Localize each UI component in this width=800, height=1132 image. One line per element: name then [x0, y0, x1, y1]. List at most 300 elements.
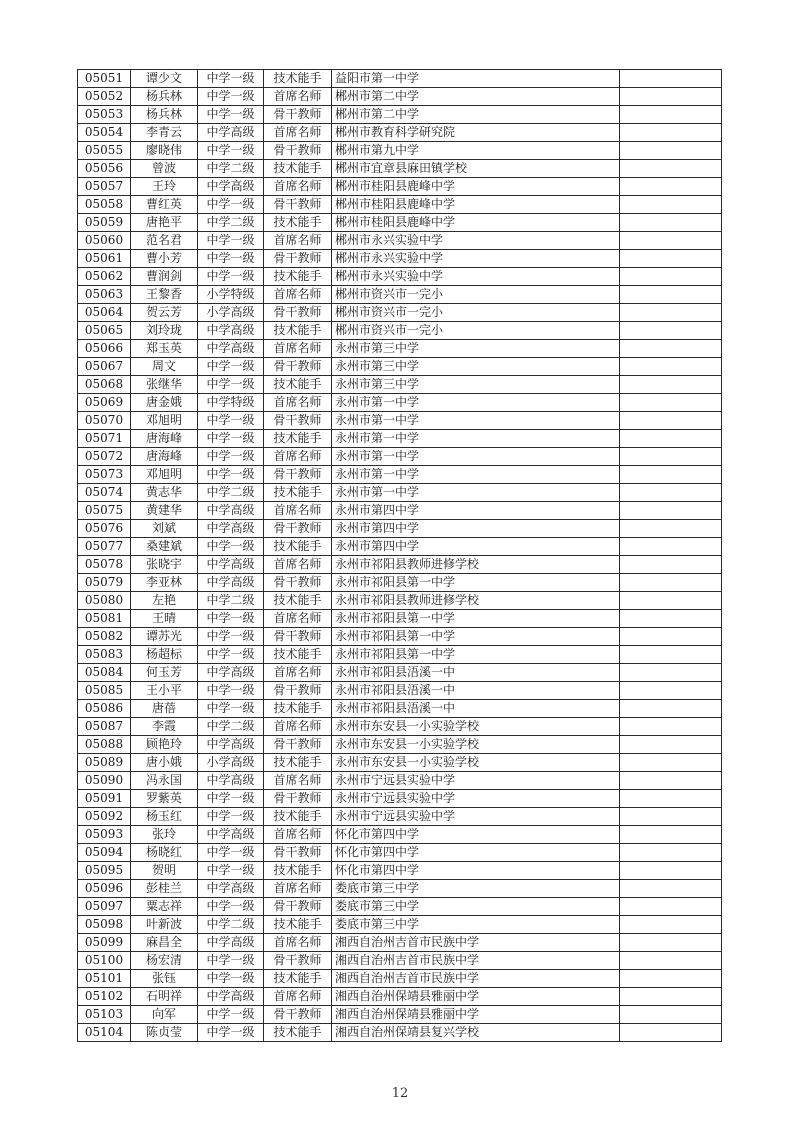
table-row [78, 520, 722, 538]
cell-note [620, 484, 722, 502]
cell-id: 05073 [78, 466, 131, 484]
cell-category: 骨干教师 [264, 628, 332, 646]
cell-category: 首席名师 [264, 232, 332, 250]
cell-name: 周文 [131, 358, 198, 376]
cell-id: 05056 [78, 160, 131, 178]
cell-note [620, 556, 722, 574]
table-row [78, 106, 722, 124]
cell-title: 中学二级 [198, 592, 264, 610]
cell-note [620, 376, 722, 394]
cell-name: 陈贞莹 [131, 1024, 198, 1042]
cell-id: 05102 [78, 988, 131, 1006]
cell-id: 05104 [78, 1024, 131, 1042]
cell-title: 中学一级 [198, 808, 264, 826]
cell-unit: 娄底市第三中学 [332, 916, 620, 934]
cell-name: 曹润剑 [131, 268, 198, 286]
cell-category: 骨干教师 [264, 358, 332, 376]
cell-id: 05081 [78, 610, 131, 628]
cell-unit: 郴州市桂阳县鹿峰中学 [332, 196, 620, 214]
cell-id: 05060 [78, 232, 131, 250]
cell-id: 05098 [78, 916, 131, 934]
cell-title: 中学二级 [198, 916, 264, 934]
cell-unit: 永州市宁远县实验中学 [332, 790, 620, 808]
cell-note [620, 178, 722, 196]
cell-category: 首席名师 [264, 988, 332, 1006]
cell-unit: 永州市第一中学 [332, 412, 620, 430]
cell-unit: 娄底市第三中学 [332, 880, 620, 898]
cell-unit: 郴州市资兴市一完小 [332, 322, 620, 340]
cell-id: 05088 [78, 736, 131, 754]
cell-category: 骨干教师 [264, 952, 332, 970]
cell-name: 杨兵林 [131, 106, 198, 124]
cell-note [620, 952, 722, 970]
cell-category: 首席名师 [264, 88, 332, 106]
table-row [78, 70, 722, 88]
table-row [78, 628, 722, 646]
cell-title: 中学一级 [198, 970, 264, 988]
cell-id: 05099 [78, 934, 131, 952]
cell-category: 骨干教师 [264, 790, 332, 808]
cell-category: 骨干教师 [264, 304, 332, 322]
cell-unit: 湘西自治州保靖县雅丽中学 [332, 988, 620, 1006]
cell-note [620, 196, 722, 214]
cell-note [620, 826, 722, 844]
cell-title: 中学高级 [198, 322, 264, 340]
cell-unit: 永州市第三中学 [332, 358, 620, 376]
cell-unit: 湘西自治州保靖县复兴学校 [332, 1024, 620, 1042]
table-row [78, 250, 722, 268]
cell-name: 曹小芳 [131, 250, 198, 268]
cell-id: 05066 [78, 340, 131, 358]
cell-title: 中学一级 [198, 682, 264, 700]
table-row [78, 502, 722, 520]
table-row [78, 484, 722, 502]
cell-name: 曹红英 [131, 196, 198, 214]
cell-note [620, 88, 722, 106]
cell-unit: 永州市祁阳县浯溪一中 [332, 700, 620, 718]
cell-id: 05089 [78, 754, 131, 772]
cell-name: 王小平 [131, 682, 198, 700]
cell-note [620, 358, 722, 376]
cell-note [620, 898, 722, 916]
cell-note [620, 736, 722, 754]
cell-category: 首席名师 [264, 610, 332, 628]
cell-unit: 永州市第一中学 [332, 394, 620, 412]
table-row [78, 952, 722, 970]
table-row [78, 232, 722, 250]
cell-note [620, 394, 722, 412]
cell-name: 杨宏清 [131, 952, 198, 970]
table-row [78, 916, 722, 934]
cell-note [620, 646, 722, 664]
cell-category: 技术能手 [264, 214, 332, 232]
cell-unit: 湘西自治州吉首市民族中学 [332, 934, 620, 952]
cell-title: 中学一级 [198, 466, 264, 484]
cell-unit: 永州市祁阳县第一中学 [332, 628, 620, 646]
cell-category: 骨干教师 [264, 250, 332, 268]
cell-id: 05094 [78, 844, 131, 862]
cell-category: 技术能手 [264, 484, 332, 502]
table-row [78, 826, 722, 844]
table-row [78, 412, 722, 430]
cell-unit: 永州市第三中学 [332, 376, 620, 394]
table-row [78, 214, 722, 232]
cell-id: 05082 [78, 628, 131, 646]
table-row [78, 556, 722, 574]
cell-note [620, 286, 722, 304]
cell-title: 中学一级 [198, 646, 264, 664]
cell-id: 05075 [78, 502, 131, 520]
cell-title: 中学一级 [198, 250, 264, 268]
cell-unit: 永州市第三中学 [332, 340, 620, 358]
cell-unit: 永州市祁阳县第一中学 [332, 610, 620, 628]
cell-id: 05061 [78, 250, 131, 268]
cell-unit: 郴州市资兴市一完小 [332, 304, 620, 322]
table-row [78, 970, 722, 988]
cell-name: 李青云 [131, 124, 198, 142]
cell-category: 骨干教师 [264, 844, 332, 862]
cell-title: 中学一级 [198, 790, 264, 808]
cell-name: 贺明 [131, 862, 198, 880]
cell-note [620, 214, 722, 232]
cell-category: 骨干教师 [264, 412, 332, 430]
cell-title: 中学一级 [198, 268, 264, 286]
cell-note [620, 106, 722, 124]
cell-category: 技术能手 [264, 376, 332, 394]
cell-unit: 湘西自治州吉首市民族中学 [332, 970, 620, 988]
cell-unit: 永州市祁阳县浯溪一中 [332, 664, 620, 682]
cell-name: 罗紫英 [131, 790, 198, 808]
cell-note [620, 142, 722, 160]
cell-id: 05059 [78, 214, 131, 232]
cell-id: 05057 [78, 178, 131, 196]
cell-title: 中学一级 [198, 700, 264, 718]
table-row [78, 124, 722, 142]
cell-category: 首席名师 [264, 448, 332, 466]
cell-note [620, 538, 722, 556]
cell-unit: 怀化市第四中学 [332, 862, 620, 880]
cell-name: 王黎香 [131, 286, 198, 304]
cell-id: 05074 [78, 484, 131, 502]
cell-id: 05086 [78, 700, 131, 718]
cell-category: 首席名师 [264, 286, 332, 304]
cell-unit: 怀化市第四中学 [332, 826, 620, 844]
cell-title: 中学一级 [198, 106, 264, 124]
cell-note [620, 574, 722, 592]
cell-title: 中学一级 [198, 952, 264, 970]
cell-category: 技术能手 [264, 862, 332, 880]
cell-title: 中学高级 [198, 340, 264, 358]
table-row [78, 736, 722, 754]
cell-id: 05054 [78, 124, 131, 142]
cell-name: 叶新波 [131, 916, 198, 934]
cell-title: 中学一级 [198, 448, 264, 466]
table-row [78, 178, 722, 196]
cell-category: 首席名师 [264, 178, 332, 196]
cell-name: 粟志祥 [131, 898, 198, 916]
cell-name: 杨玉红 [131, 808, 198, 826]
cell-id: 05100 [78, 952, 131, 970]
table-row [78, 592, 722, 610]
cell-note [620, 700, 722, 718]
cell-title: 中学高级 [198, 502, 264, 520]
cell-note [620, 322, 722, 340]
cell-name: 曾波 [131, 160, 198, 178]
table-row [78, 160, 722, 178]
cell-name: 顾艳玲 [131, 736, 198, 754]
cell-category: 骨干教师 [264, 142, 332, 160]
table-body [78, 70, 722, 1042]
cell-id: 05079 [78, 574, 131, 592]
cell-title: 中学高级 [198, 556, 264, 574]
cell-name: 石明祥 [131, 988, 198, 1006]
cell-unit: 永州市宁远县实验中学 [332, 772, 620, 790]
cell-id: 05095 [78, 862, 131, 880]
cell-title: 中学二级 [198, 214, 264, 232]
cell-category: 首席名师 [264, 718, 332, 736]
cell-name: 王晴 [131, 610, 198, 628]
cell-unit: 永州市第一中学 [332, 466, 620, 484]
cell-title: 小学特级 [198, 286, 264, 304]
cell-name: 唐海峰 [131, 448, 198, 466]
cell-name: 杨超标 [131, 646, 198, 664]
table-row [78, 304, 722, 322]
cell-note [620, 448, 722, 466]
cell-id: 05085 [78, 682, 131, 700]
cell-name: 唐艳平 [131, 214, 198, 232]
cell-unit: 永州市东安县一小实验学校 [332, 718, 620, 736]
cell-name: 唐金娥 [131, 394, 198, 412]
cell-note [620, 970, 722, 988]
cell-note [620, 160, 722, 178]
cell-note [620, 844, 722, 862]
table-row [78, 772, 722, 790]
cell-unit: 永州市第四中学 [332, 502, 620, 520]
cell-name: 张玲 [131, 826, 198, 844]
cell-title: 小学高级 [198, 754, 264, 772]
cell-category: 技术能手 [264, 322, 332, 340]
cell-id: 05096 [78, 880, 131, 898]
cell-note [620, 808, 722, 826]
table-row [78, 394, 722, 412]
table-row [78, 934, 722, 952]
cell-title: 中学一级 [198, 898, 264, 916]
cell-name: 唐蓓 [131, 700, 198, 718]
cell-name: 李亚林 [131, 574, 198, 592]
cell-unit: 永州市宁远县实验中学 [332, 808, 620, 826]
page-number: 12 [391, 1086, 409, 1101]
cell-unit: 永州市东安县一小实验学校 [332, 736, 620, 754]
cell-category: 技术能手 [264, 430, 332, 448]
cell-id: 05070 [78, 412, 131, 430]
cell-id: 05101 [78, 970, 131, 988]
table-row [78, 664, 722, 682]
cell-title: 中学二级 [198, 160, 264, 178]
table-row [78, 1006, 722, 1024]
table-row [78, 574, 722, 592]
table-row [78, 322, 722, 340]
cell-name: 张继华 [131, 376, 198, 394]
cell-title: 中学高级 [198, 574, 264, 592]
cell-id: 05055 [78, 142, 131, 160]
cell-category: 技术能手 [264, 592, 332, 610]
cell-title: 中学一级 [198, 1006, 264, 1024]
cell-category: 骨干教师 [264, 1006, 332, 1024]
cell-title: 中学二级 [198, 718, 264, 736]
cell-title: 中学高级 [198, 826, 264, 844]
cell-title: 中学高级 [198, 934, 264, 952]
cell-name: 范名君 [131, 232, 198, 250]
cell-name: 谭苏光 [131, 628, 198, 646]
cell-name: 冯永国 [131, 772, 198, 790]
cell-id: 05076 [78, 520, 131, 538]
cell-unit: 永州市祁阳县第一中学 [332, 646, 620, 664]
cell-title: 中学高级 [198, 520, 264, 538]
cell-name: 刘玲珑 [131, 322, 198, 340]
cell-note [620, 502, 722, 520]
table-row [78, 700, 722, 718]
cell-title: 中学特级 [198, 394, 264, 412]
table-row [78, 718, 722, 736]
cell-id: 05077 [78, 538, 131, 556]
table-row [78, 538, 722, 556]
cell-name: 麻昌全 [131, 934, 198, 952]
cell-title: 中学一级 [198, 412, 264, 430]
cell-title: 中学一级 [198, 844, 264, 862]
cell-name: 何玉芳 [131, 664, 198, 682]
cell-name: 刘斌 [131, 520, 198, 538]
table-row [78, 862, 722, 880]
cell-unit: 郴州市桂阳县鹿峰中学 [332, 214, 620, 232]
cell-category: 技术能手 [264, 700, 332, 718]
cell-note [620, 1024, 722, 1042]
cell-title: 中学一级 [198, 196, 264, 214]
cell-category: 技术能手 [264, 1024, 332, 1042]
cell-unit: 郴州市宜章县麻田镇学校 [332, 160, 620, 178]
cell-title: 中学一级 [198, 88, 264, 106]
cell-name: 郑玉英 [131, 340, 198, 358]
table-row [78, 988, 722, 1006]
cell-note [620, 880, 722, 898]
cell-id: 05068 [78, 376, 131, 394]
cell-unit: 益阳市第一中学 [332, 70, 620, 88]
cell-note [620, 70, 722, 88]
cell-note [620, 250, 722, 268]
cell-note [620, 916, 722, 934]
cell-unit: 永州市祁阳县第一中学 [332, 574, 620, 592]
cell-title: 中学二级 [198, 484, 264, 502]
cell-category: 技术能手 [264, 754, 332, 772]
cell-title: 中学高级 [198, 178, 264, 196]
cell-id: 05065 [78, 322, 131, 340]
cell-id: 05067 [78, 358, 131, 376]
cell-category: 骨干教师 [264, 520, 332, 538]
cell-id: 05097 [78, 898, 131, 916]
cell-title: 中学高级 [198, 988, 264, 1006]
cell-id: 05052 [78, 88, 131, 106]
cell-category: 首席名师 [264, 394, 332, 412]
cell-name: 李霞 [131, 718, 198, 736]
cell-category: 技术能手 [264, 538, 332, 556]
cell-id: 05080 [78, 592, 131, 610]
cell-unit: 永州市东安县一小实验学校 [332, 754, 620, 772]
cell-unit: 湘西自治州保靖县雅丽中学 [332, 1006, 620, 1024]
table-row [78, 88, 722, 106]
cell-title: 小学高级 [198, 304, 264, 322]
cell-id: 05091 [78, 790, 131, 808]
cell-note [620, 304, 722, 322]
cell-note [620, 628, 722, 646]
cell-id: 05093 [78, 826, 131, 844]
table-row [78, 466, 722, 484]
cell-id: 05069 [78, 394, 131, 412]
cell-note [620, 1006, 722, 1024]
cell-unit: 郴州市第九中学 [332, 142, 620, 160]
cell-name: 向军 [131, 1006, 198, 1024]
cell-note [620, 682, 722, 700]
cell-id: 05072 [78, 448, 131, 466]
table-row [78, 898, 722, 916]
cell-id: 05062 [78, 268, 131, 286]
cell-title: 中学一级 [198, 610, 264, 628]
cell-name: 张晓宇 [131, 556, 198, 574]
cell-category: 技术能手 [264, 646, 332, 664]
cell-category: 技术能手 [264, 70, 332, 88]
cell-name: 唐小娥 [131, 754, 198, 772]
cell-name: 左艳 [131, 592, 198, 610]
cell-name: 杨兵林 [131, 88, 198, 106]
cell-note [620, 232, 722, 250]
cell-title: 中学一级 [198, 232, 264, 250]
cell-category: 技术能手 [264, 970, 332, 988]
cell-category: 技术能手 [264, 160, 332, 178]
cell-unit: 永州市第一中学 [332, 430, 620, 448]
table-row [78, 1024, 722, 1042]
cell-category: 技术能手 [264, 808, 332, 826]
table-row [78, 880, 722, 898]
cell-id: 05083 [78, 646, 131, 664]
cell-category: 首席名师 [264, 826, 332, 844]
cell-note [620, 592, 722, 610]
cell-id: 05090 [78, 772, 131, 790]
cell-name: 唐海峰 [131, 430, 198, 448]
cell-category: 首席名师 [264, 340, 332, 358]
cell-name: 黄志华 [131, 484, 198, 502]
cell-note [620, 664, 722, 682]
cell-note [620, 610, 722, 628]
cell-title: 中学一级 [198, 70, 264, 88]
table-row [78, 790, 722, 808]
cell-title: 中学高级 [198, 664, 264, 682]
cell-note [620, 772, 722, 790]
table-row [78, 682, 722, 700]
cell-unit: 永州市第一中学 [332, 484, 620, 502]
cell-unit: 郴州市永兴实验中学 [332, 232, 620, 250]
cell-title: 中学一级 [198, 142, 264, 160]
cell-id: 05103 [78, 1006, 131, 1024]
cell-id: 05087 [78, 718, 131, 736]
cell-unit: 永州市第一中学 [332, 448, 620, 466]
table-row [78, 448, 722, 466]
cell-name: 桑建斌 [131, 538, 198, 556]
table-row [78, 430, 722, 448]
cell-name: 彭桂兰 [131, 880, 198, 898]
table-row [78, 286, 722, 304]
cell-category: 首席名师 [264, 124, 332, 142]
cell-note [620, 754, 722, 772]
cell-category: 骨干教师 [264, 898, 332, 916]
cell-note [620, 862, 722, 880]
